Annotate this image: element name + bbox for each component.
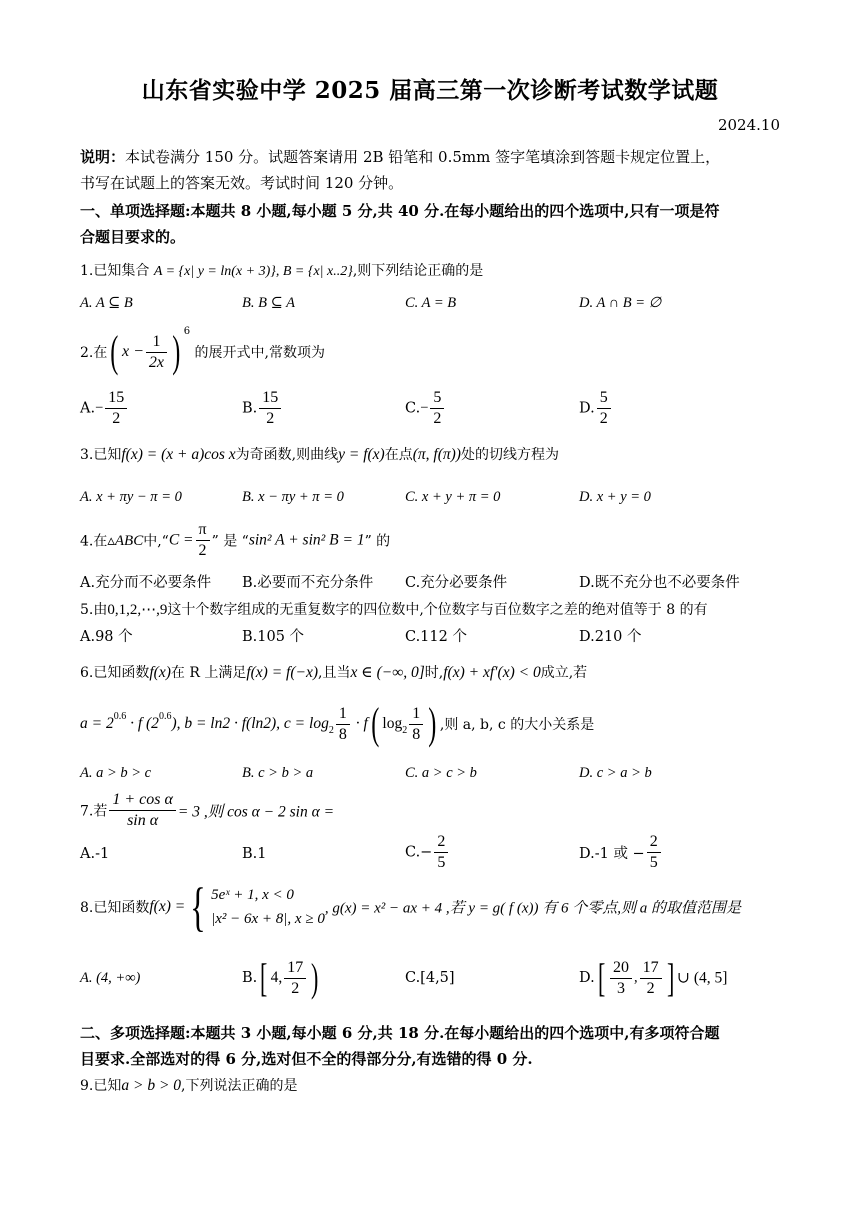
question-1 <box>80 260 483 280</box>
question-2-expr: x − <box>122 343 144 360</box>
instructions <box>80 146 720 167</box>
q6-option-a: A. a > b > c <box>80 765 152 781</box>
q5-option-a: A.98 个 <box>80 629 133 645</box>
q3-option-c: C. x + y + π = 0 <box>405 489 501 505</box>
q2-option-b: B. $\frac{15}{2}$ <box>242 388 283 429</box>
question-3: 3.已知f(x) = (x + a)cos x为奇函数,则曲线y = f(x)在点(π, f(π))处的切线方程为 <box>80 446 559 463</box>
q8-option-b: B.[ 4, $\frac{17}{2}$ ) <box>242 955 319 1000</box>
instructions-line1: 本试卷满分 150 分。试题答案请用 2B 铅笔和 0.5mm 签字笔填涂到答题卡规定位置上， <box>125 148 721 166</box>
q4-option-b: B.必要而不充分条件 <box>242 575 374 591</box>
q1-option-b: B. B ⊆ A <box>242 295 295 311</box>
q7-option-a: A.-1 <box>80 846 110 862</box>
question-2: 2.在( x − $\frac{1}{2x}$ ) $^6$ 的展开式中,常数项为 <box>80 326 325 376</box>
question-2-power: 6 <box>183 326 191 337</box>
q2-option-d: D. $\frac{5}{2}$ <box>579 388 613 429</box>
q8-option-c: C.[4,5] <box>405 970 455 986</box>
q4-option-c: C.充分必要条件 <box>405 575 508 591</box>
question-2-prefix: 2.在 <box>80 345 108 361</box>
q5-option-b: B.105 个 <box>242 629 305 645</box>
q4-option-a: A.充分而不必要条件 <box>80 575 212 591</box>
q1-option-a: A. A ⊆ B <box>80 295 133 311</box>
question-2-suffix: 的展开式中,常数项为 <box>194 345 325 361</box>
q1-option-d: D. A ∩ B = ∅ <box>579 295 662 311</box>
q1-option-c: C. A = B <box>405 295 457 311</box>
q7-option-c: C.− $\frac{2}{5}$ <box>405 832 450 873</box>
q2-option-a: A.− $\frac{15}{2}$ <box>80 388 129 429</box>
q6-option-b: B. c > b > a <box>242 765 314 781</box>
question-7: 7.若 $\frac{\text{1 + cos α}}{\text{sin α}}$ = 3 ,则 cos α − 2 sin α = <box>80 791 335 829</box>
q3-option-b: B. x − πy + π = 0 <box>242 489 344 505</box>
instructions-line2: 书写在试题上的答案无效。考试时间 120 分钟。 <box>80 174 404 192</box>
q3-option-a: A. x + πy − π = 0 <box>80 489 182 505</box>
q8-piece-2: |x² − 6x + 8|, x ≥ 0 <box>211 911 325 927</box>
section2-header-line2: 目要求.全部选对的得 6 分,选对但不全的得部分分,有选错的得 0 分. <box>80 1050 533 1068</box>
question-1-suffix: ,则下列结论正确的是 <box>352 263 484 279</box>
q5-option-d: D.210 个 <box>579 629 642 645</box>
q3-option-d: D. x + y = 0 <box>579 489 651 505</box>
q7-option-d: D.-1 或 − $\frac{2}{5}$ <box>579 832 663 873</box>
q8-option-a: A. (4, +∞) <box>80 970 141 986</box>
q2-option-c: C.− $\frac{5}{2}$ <box>405 388 446 429</box>
question-8: 8.已知函数f(x) ={ 5eˣ + 1, x < 0 |x² − 6x + 8|, x ≥ 0 , g(x) = x² − ax + 4 ,若 y = g( f (x)) 有 6 个零点,则 a 的取值范围是 <box>80 877 741 937</box>
exam-date: 2024.10 <box>717 116 780 134</box>
question-4: 4.在▵ABC中,“C = $\frac{\pi}{2}$ ” 是 “sin² A + sin² B = 1” 的 <box>80 521 391 559</box>
section1-header-line2: 合题目要求的。 <box>80 228 186 246</box>
q6-option-d: D. c > a > b <box>579 765 652 781</box>
exam-title: 山东省实验中学 2025 届高三第一次诊断考试数学试题 <box>141 77 719 104</box>
question-6-line2: $a = 2^{0.6} \cdot f$ $(2^{0.6})$, b = ln2 · f(ln2), $c = \log_2$ $\frac{1}{8}$ · f( $\log_2$ $\frac{1}{8}$ ) ,则 a, b, c 的大小关系是 <box>80 699 595 748</box>
instructions-label: 说明： <box>80 148 126 166</box>
question-6: 6.已知函数f(x)在 R 上满足f(x) = f(−x),且当x ∈ (−∞, 0]时,f(x) + xf′(x) < 0成立,若 <box>80 664 588 681</box>
q8-option-d: D.[ $\frac{20}{3}$ , $\frac{17}{2}$ ] ∪ (4, 5] <box>579 955 728 1000</box>
section1-header-line1: 一、单项选择题:本题共 8 小题,每小题 5 分,共 40 分.在每小题给出的四个选项中,只有一项是符 <box>80 202 720 220</box>
q8-piece-1: 5eˣ + 1, x < 0 <box>211 887 294 903</box>
q6-option-c: C. a > c > b <box>405 765 477 781</box>
q5-option-c: C.112 个 <box>405 629 467 645</box>
q7-option-b: B.1 <box>242 846 267 862</box>
q3-function: f(x) = (x + a)cos x <box>121 446 236 463</box>
question-2-fraction: $\frac{1}{2x}$ <box>146 332 167 373</box>
question-9: 9.已知a > b > 0,下列说法正确的是 <box>80 1077 298 1094</box>
question-1-prefix: 1.已知集合 <box>80 263 150 279</box>
question-5: 5.由0,1,2,⋯,9这十个数字组成的无重复数字的四位数中,个位数字与百位数字之差的绝对值等于 8 的有 <box>80 602 708 618</box>
q4-option-d: D.既不充分也不必要条件 <box>579 575 740 591</box>
section2-header-line1: 二、多项选择题:本题共 3 小题,每小题 6 分,共 18 分.在每小题给出的四个选项中,有多项符合题 <box>80 1024 720 1042</box>
question-1-sets: A = {x| y = ln(x + 3)}, B = {x| x..2} <box>153 264 353 279</box>
